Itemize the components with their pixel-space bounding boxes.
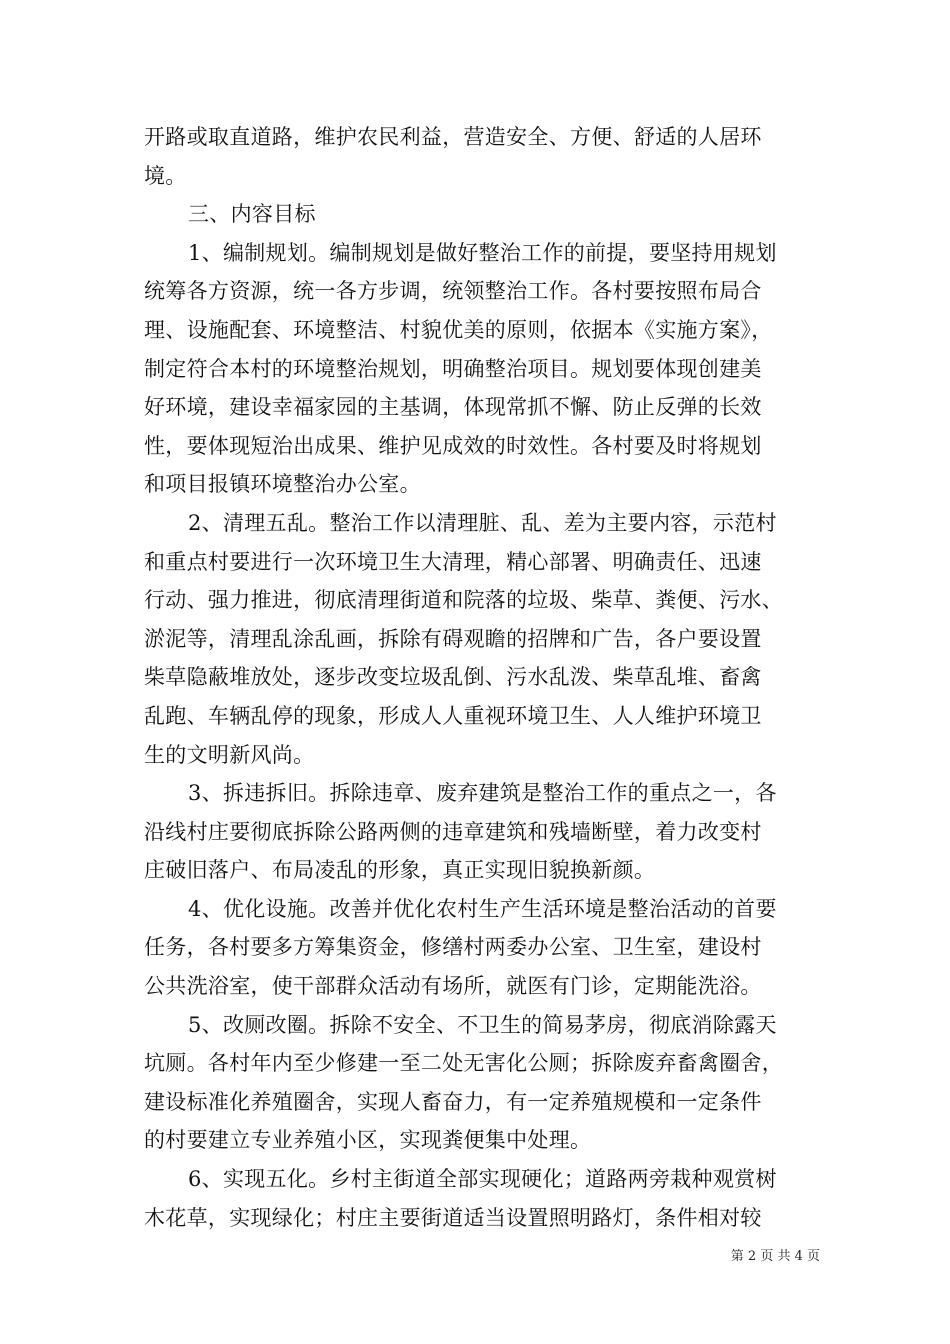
page-number: 第 2 页 共 4 页	[730, 1249, 820, 1264]
text-line: 乱跑、车辆乱停的现象，形成人人重视环境卫生、人人维护环境卫	[144, 703, 762, 728]
text-line: 公共洗浴室，使干部群众活动有场所，就医有门诊，定期能洗浴。	[144, 974, 762, 999]
text-line: 性，要体现短治出成果、维护见成效的时效性。各村要及时将规划	[144, 433, 762, 458]
text-line: 坑厕。各村年内至少修建一至二处无害化公厕；拆除废弃畜禽圈舍，	[144, 1051, 783, 1076]
text-line: 木花草，实现绿化；村庄主要街道适当设置照明路灯，条件相对较	[144, 1205, 762, 1230]
text-line: 2、清理五乱。整治工作以清理脏、乱、差为主要内容，示范村	[188, 510, 777, 535]
text-line: 5、改厕改圈。拆除不安全、不卫生的简易茅房，彻底消除露天	[188, 1012, 777, 1037]
text-line: 的村要建立专业养殖小区，实现粪便集中处理。	[144, 1128, 592, 1153]
text-line: 三、内容目标	[188, 202, 316, 227]
text-line: 柴草隐蔽堆放处，逐步改变垃圾乱倒、污水乱泼、柴草乱堆、畜禽	[144, 665, 762, 690]
text-line: 沿线村庄要彻底拆除公路两侧的违章建筑和残墙断壁，着力改变村	[144, 819, 762, 844]
text-line: 建设标准化养殖圈舍，实现人畜奋力，有一定养殖规模和一定条件	[144, 1089, 762, 1114]
text-line: 和重点村要进行一次环境卫生大清理，精心部署、明确责任、迅速	[144, 549, 762, 574]
text-line: 1、编制规划。编制规划是做好整治工作的前提，要坚持用规划	[188, 240, 777, 265]
text-line: 制定符合本村的环境整治规划，明确整治项目。规划要体现创建美	[144, 356, 762, 381]
text-line: 庄破旧落户、布局凌乱的形象，真正实现旧貌换新颜。	[144, 858, 656, 883]
text-line: 淤泥等，清理乱涂乱画，拆除有碍观瞻的招牌和广告，各户要设置	[144, 626, 762, 651]
text-line: 任务，各村要多方筹集资金，修缮村两委办公室、卫生室，建设村	[144, 935, 762, 960]
text-line: 6、实现五化。乡村主街道全部实现硬化；道路两旁栽种观赏树	[188, 1167, 777, 1192]
text-line: 3、拆违拆旧。拆除违章、废弃建筑是整治工作的重点之一，各	[188, 781, 777, 806]
text-line: 和项目报镇环境整治办公室。	[144, 472, 421, 497]
text-line: 好环境，建设幸福家园的主基调，体现常抓不懈、防止反弹的长效	[144, 395, 762, 420]
text-line: 理、设施配套、环境整洁、村貌优美的原则，依据本《实施方案》，	[144, 317, 773, 342]
document-body	[144, 118, 814, 1237]
text-line: 统筹各方资源，统一各方步调，统领整治工作。各村要按照布局合	[144, 279, 762, 304]
text-line: 4、优化设施。改善并优化农村生产生活环境是整治活动的首要	[188, 896, 777, 921]
text-line: 行动、强力推进，彻底清理街道和院落的垃圾、柴草、粪便、污水、	[144, 588, 783, 613]
text-line: 境。	[144, 163, 187, 188]
text-line: 开路或取直道路，维护农民利益，营造安全、方便、舒适的人居环	[144, 125, 762, 149]
text-line: 生的文明新风尚。	[144, 742, 315, 767]
